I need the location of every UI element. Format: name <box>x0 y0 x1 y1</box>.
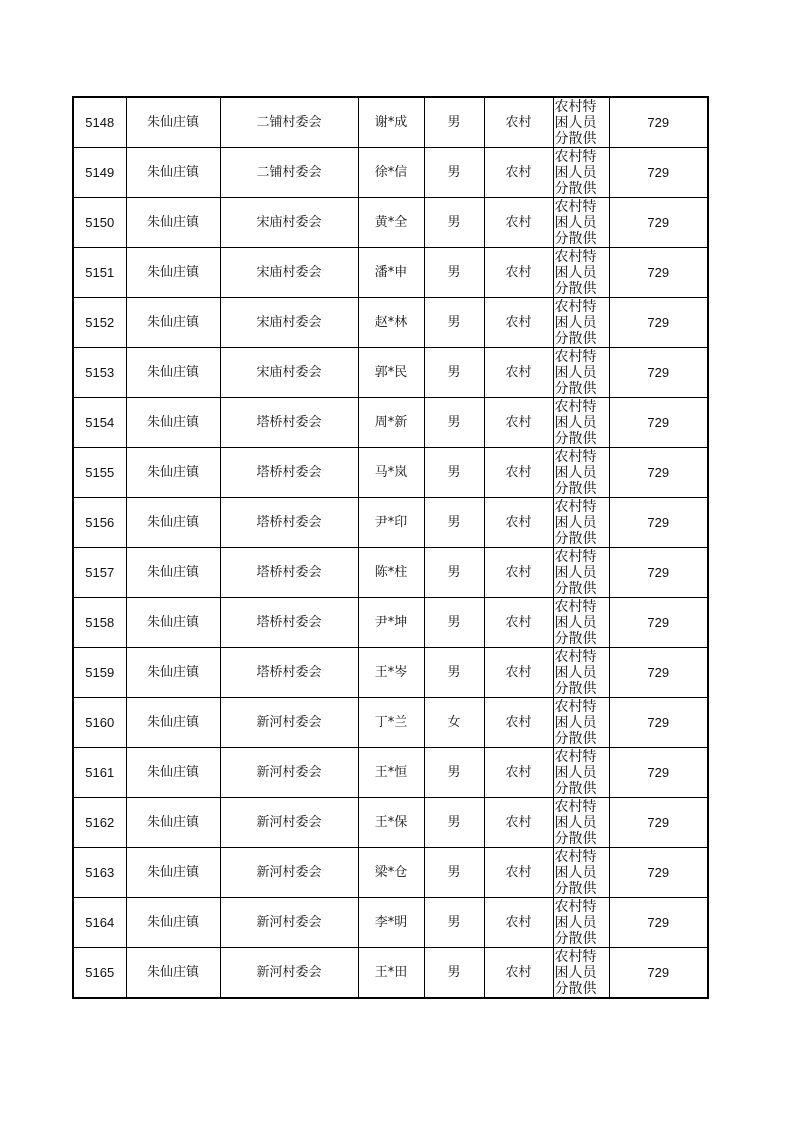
cell-amount: 729 <box>609 948 708 999</box>
cell-name: 赵*林 <box>358 298 424 348</box>
cell-village: 塔桥村委会 <box>220 598 358 648</box>
cell-gender: 男 <box>424 248 484 298</box>
cell-id: 5156 <box>73 498 126 548</box>
cell-gender: 男 <box>424 548 484 598</box>
cell-amount: 729 <box>609 698 708 748</box>
cell-area: 农村 <box>484 97 553 148</box>
category-text: 农村特困人员分散供 <box>554 749 597 797</box>
document-page <box>72 96 707 999</box>
cell-gender: 男 <box>424 648 484 698</box>
cell-amount: 729 <box>609 898 708 948</box>
table-row <box>73 648 708 698</box>
cell-village: 塔桥村委会 <box>220 398 358 448</box>
category-text: 农村特困人员分散供 <box>554 99 597 147</box>
cell-area: 农村 <box>484 498 553 548</box>
cell-village: 新河村委会 <box>220 948 358 999</box>
cell-name: 谢*成 <box>358 97 424 148</box>
cell-amount: 729 <box>609 198 708 248</box>
cell-village: 二铺村委会 <box>220 148 358 198</box>
cell-id: 5149 <box>73 148 126 198</box>
cell-category <box>553 848 609 898</box>
cell-amount: 729 <box>609 748 708 798</box>
cell-id: 5152 <box>73 298 126 348</box>
cell-gender: 男 <box>424 748 484 798</box>
cell-gender: 男 <box>424 198 484 248</box>
cell-town: 朱仙庄镇 <box>126 698 220 748</box>
category-text: 农村特困人员分散供 <box>554 649 597 697</box>
cell-category <box>553 448 609 498</box>
cell-id: 5154 <box>73 398 126 448</box>
cell-id: 5148 <box>73 97 126 148</box>
cell-category <box>553 648 609 698</box>
cell-name: 尹*印 <box>358 498 424 548</box>
cell-category <box>553 698 609 748</box>
cell-town: 朱仙庄镇 <box>126 948 220 999</box>
cell-town: 朱仙庄镇 <box>126 97 220 148</box>
category-text: 农村特困人员分散供 <box>554 199 597 247</box>
cell-category <box>553 148 609 198</box>
category-text: 农村特困人员分散供 <box>554 449 597 497</box>
table-row <box>73 298 708 348</box>
cell-town: 朱仙庄镇 <box>126 848 220 898</box>
cell-id: 5163 <box>73 848 126 898</box>
cell-amount: 729 <box>609 798 708 848</box>
cell-town: 朱仙庄镇 <box>126 798 220 848</box>
cell-area: 农村 <box>484 748 553 798</box>
category-text: 农村特困人员分散供 <box>554 249 597 297</box>
cell-area: 农村 <box>484 298 553 348</box>
cell-town: 朱仙庄镇 <box>126 898 220 948</box>
cell-category <box>553 748 609 798</box>
cell-name: 王*保 <box>358 798 424 848</box>
cell-id: 5150 <box>73 198 126 248</box>
cell-name: 王*岑 <box>358 648 424 698</box>
cell-area: 农村 <box>484 598 553 648</box>
cell-amount: 729 <box>609 548 708 598</box>
cell-town: 朱仙庄镇 <box>126 148 220 198</box>
cell-area: 农村 <box>484 948 553 999</box>
category-text: 农村特困人员分散供 <box>554 599 597 647</box>
cell-name: 潘*申 <box>358 248 424 298</box>
cell-name: 陈*柱 <box>358 548 424 598</box>
table-row <box>73 548 708 598</box>
cell-category <box>553 198 609 248</box>
cell-village: 二铺村委会 <box>220 97 358 148</box>
cell-id: 5160 <box>73 698 126 748</box>
cell-village: 新河村委会 <box>220 848 358 898</box>
cell-category <box>553 298 609 348</box>
cell-gender: 男 <box>424 348 484 398</box>
cell-area: 农村 <box>484 148 553 198</box>
cell-village: 塔桥村委会 <box>220 448 358 498</box>
cell-gender: 男 <box>424 448 484 498</box>
table-row <box>73 848 708 898</box>
table-row <box>73 248 708 298</box>
cell-category <box>553 898 609 948</box>
table-row <box>73 348 708 398</box>
table-body <box>73 97 708 998</box>
cell-village: 塔桥村委会 <box>220 648 358 698</box>
cell-name: 马*岚 <box>358 448 424 498</box>
category-text: 农村特困人员分散供 <box>554 149 597 197</box>
category-text: 农村特困人员分散供 <box>554 499 597 547</box>
cell-village: 宋庙村委会 <box>220 198 358 248</box>
cell-village: 新河村委会 <box>220 898 358 948</box>
cell-area: 农村 <box>484 448 553 498</box>
cell-area: 农村 <box>484 648 553 698</box>
cell-category <box>553 948 609 999</box>
cell-category <box>553 498 609 548</box>
cell-name: 王*恒 <box>358 748 424 798</box>
cell-name: 王*田 <box>358 948 424 999</box>
cell-id: 5158 <box>73 598 126 648</box>
cell-id: 5153 <box>73 348 126 398</box>
cell-area: 农村 <box>484 798 553 848</box>
cell-village: 宋庙村委会 <box>220 348 358 398</box>
cell-town: 朱仙庄镇 <box>126 348 220 398</box>
category-text: 农村特困人员分散供 <box>554 899 597 947</box>
cell-id: 5161 <box>73 748 126 798</box>
cell-area: 农村 <box>484 248 553 298</box>
category-text: 农村特困人员分散供 <box>554 699 597 747</box>
cell-amount: 729 <box>609 598 708 648</box>
cell-area: 农村 <box>484 898 553 948</box>
cell-area: 农村 <box>484 398 553 448</box>
cell-name: 黄*全 <box>358 198 424 248</box>
table-row <box>73 148 708 198</box>
cell-town: 朱仙庄镇 <box>126 498 220 548</box>
table-row <box>73 698 708 748</box>
category-text: 农村特困人员分散供 <box>554 399 597 447</box>
cell-amount: 729 <box>609 148 708 198</box>
cell-gender: 男 <box>424 798 484 848</box>
cell-village: 新河村委会 <box>220 698 358 748</box>
cell-village: 塔桥村委会 <box>220 498 358 548</box>
table-row <box>73 398 708 448</box>
cell-gender: 男 <box>424 97 484 148</box>
cell-name: 丁*兰 <box>358 698 424 748</box>
cell-id: 5164 <box>73 898 126 948</box>
cell-gender: 男 <box>424 398 484 448</box>
cell-category <box>553 548 609 598</box>
cell-town: 朱仙庄镇 <box>126 398 220 448</box>
cell-id: 5155 <box>73 448 126 498</box>
cell-area: 农村 <box>484 698 553 748</box>
category-text: 农村特困人员分散供 <box>554 949 597 997</box>
table-row <box>73 748 708 798</box>
cell-category <box>553 598 609 648</box>
cell-amount: 729 <box>609 398 708 448</box>
cell-category <box>553 348 609 398</box>
category-text: 农村特困人员分散供 <box>554 349 597 397</box>
cell-amount: 729 <box>609 298 708 348</box>
cell-amount: 729 <box>609 248 708 298</box>
cell-town: 朱仙庄镇 <box>126 198 220 248</box>
cell-gender: 男 <box>424 898 484 948</box>
table-row <box>73 898 708 948</box>
table-row <box>73 948 708 999</box>
category-text: 农村特困人员分散供 <box>554 549 597 597</box>
cell-gender: 男 <box>424 598 484 648</box>
cell-town: 朱仙庄镇 <box>126 648 220 698</box>
cell-town: 朱仙庄镇 <box>126 748 220 798</box>
table-row <box>73 598 708 648</box>
cell-category <box>553 398 609 448</box>
cell-category <box>553 97 609 148</box>
cell-village: 宋庙村委会 <box>220 298 358 348</box>
cell-gender: 男 <box>424 498 484 548</box>
cell-name: 梁*仓 <box>358 848 424 898</box>
category-text: 农村特困人员分散供 <box>554 799 597 847</box>
cell-id: 5159 <box>73 648 126 698</box>
cell-town: 朱仙庄镇 <box>126 548 220 598</box>
cell-area: 农村 <box>484 548 553 598</box>
cell-area: 农村 <box>484 198 553 248</box>
table-row <box>73 448 708 498</box>
cell-id: 5151 <box>73 248 126 298</box>
cell-area: 农村 <box>484 848 553 898</box>
cell-name: 徐*信 <box>358 148 424 198</box>
table-row <box>73 498 708 548</box>
cell-amount: 729 <box>609 448 708 498</box>
cell-gender: 男 <box>424 148 484 198</box>
table-row <box>73 798 708 848</box>
cell-town: 朱仙庄镇 <box>126 448 220 498</box>
cell-category <box>553 248 609 298</box>
cell-id: 5165 <box>73 948 126 999</box>
cell-amount: 729 <box>609 498 708 548</box>
cell-name: 周*新 <box>358 398 424 448</box>
category-text: 农村特困人员分散供 <box>554 299 597 347</box>
cell-name: 尹*坤 <box>358 598 424 648</box>
table-row <box>73 97 708 148</box>
cell-amount: 729 <box>609 348 708 398</box>
cell-gender: 男 <box>424 298 484 348</box>
cell-id: 5157 <box>73 548 126 598</box>
cell-village: 新河村委会 <box>220 748 358 798</box>
cell-amount: 729 <box>609 848 708 898</box>
table-row <box>73 198 708 248</box>
cell-village: 宋庙村委会 <box>220 248 358 298</box>
cell-category <box>553 798 609 848</box>
cell-town: 朱仙庄镇 <box>126 298 220 348</box>
category-text: 农村特困人员分散供 <box>554 849 597 897</box>
cell-village: 塔桥村委会 <box>220 548 358 598</box>
beneficiary-table <box>72 96 709 999</box>
cell-town: 朱仙庄镇 <box>126 598 220 648</box>
cell-name: 李*明 <box>358 898 424 948</box>
cell-amount: 729 <box>609 97 708 148</box>
cell-amount: 729 <box>609 648 708 698</box>
cell-town: 朱仙庄镇 <box>126 248 220 298</box>
cell-id: 5162 <box>73 798 126 848</box>
cell-gender: 男 <box>424 948 484 999</box>
cell-gender: 男 <box>424 848 484 898</box>
cell-name: 郭*民 <box>358 348 424 398</box>
cell-gender: 女 <box>424 698 484 748</box>
cell-village: 新河村委会 <box>220 798 358 848</box>
cell-area: 农村 <box>484 348 553 398</box>
